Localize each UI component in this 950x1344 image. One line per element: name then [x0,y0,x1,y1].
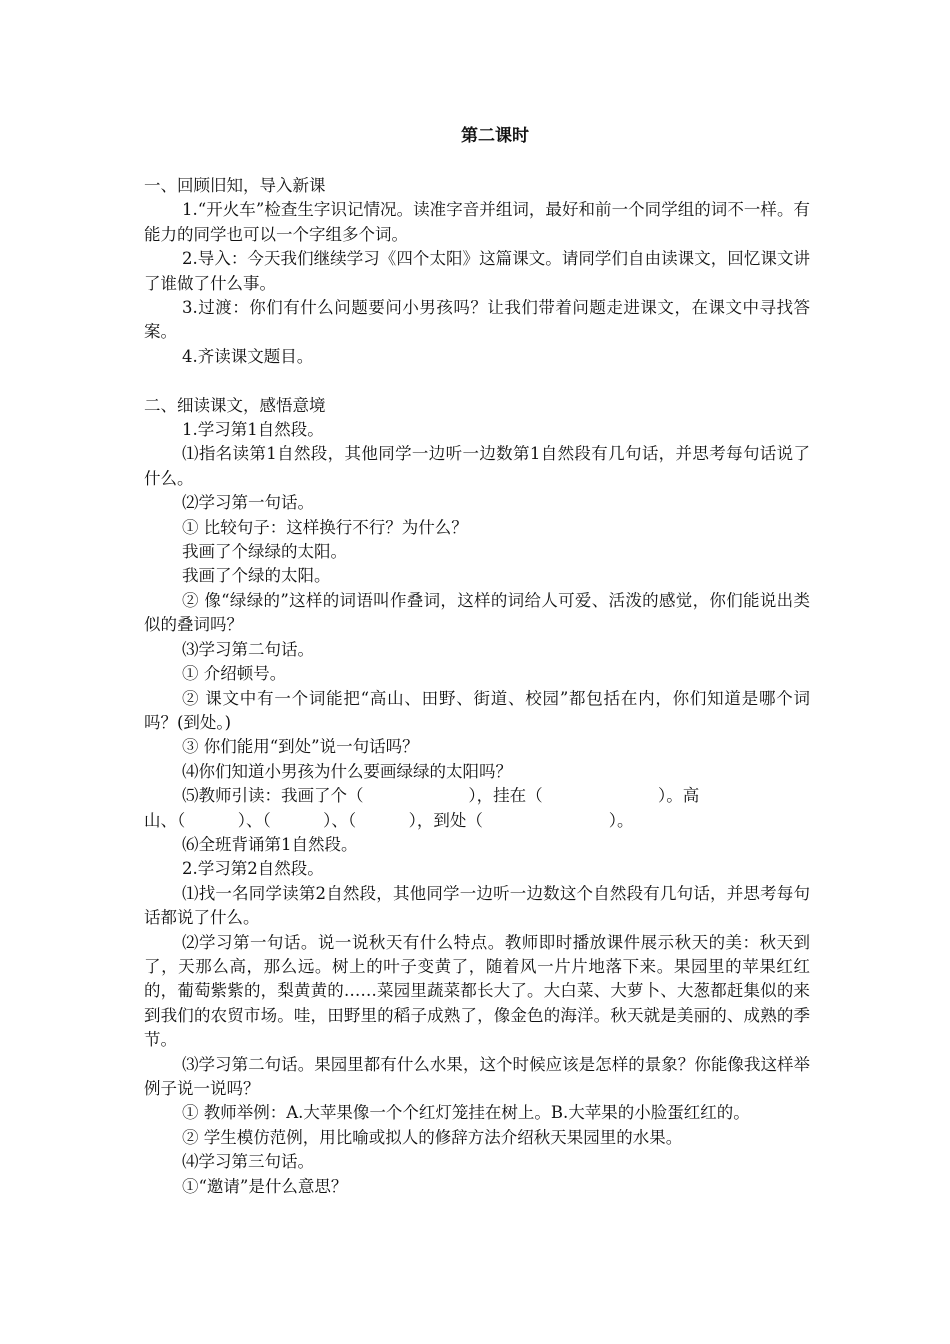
paragraph: ① 教师举例：A.大苹果像一个个红灯笼挂在树上。B.大苹果的小脸蛋红红的。 [182,1103,750,1123]
fill-in-blank-line-1: ⑸教师引读：我画了个（ ），挂在（ ）。高 [182,786,700,806]
fill-in-blank-line-2: 山、（ ）、（ ）、（ ），到处（ ）。 [144,810,634,830]
blank-line [144,369,810,393]
section-1-heading: 一、回顾旧知，导入新课 [144,176,326,195]
paragraph: ⑵学习第一句话。说一说秋天有什么特点。教师即时播放课件展示秋天的美：秋天到了，天那么高，那么远。树上的叶子变黄了，随着风一片片地落下来。果园里的苹果红红的，葡萄紫紫的，梨黄黄的……菜园里蔬菜都长大了。大白菜、大萝卜、大葱都赶集似的来到我们的农贸市场。哇，田野里的稻子成熟了，像金色的海洋。秋天就是美丽的、成熟的季节。 [144,932,810,1050]
paragraph: ⑴找一名同学读第2自然段，其他同学一边听一边数这个自然段有几句话，并思考每句话都说了什么。 [144,883,810,928]
lesson-title: 第二课时 [461,126,529,146]
section-2-heading: 二、细读课文，感悟意境 [144,395,326,415]
paragraph: ⑴指名读第1自然段，其他同学一边听一边数第1自然段有几句话，并思考每句话说了什么。 [144,444,810,488]
document-body [144,174,810,1199]
paragraph: ⑷学习第三句话。 [182,1152,314,1172]
paragraph: 1.学习第1自然段。 [182,420,324,440]
example-sentence: 我画了个绿的太阳。 [182,566,331,586]
section-1-item-3: 3.过渡：你们有什么问题要问小男孩吗？让我们带着问题走进课文，在课文中寻找答案。 [144,298,810,342]
paragraph: ① 比较句子：这样换行不行？为什么？ [182,517,468,537]
paragraph: ② 课文中有一个词能把“高山、田野、街道、校园”都包括在内，你们知道是哪个词吗？(到处。) [144,688,810,732]
section-1-item-1: 1.“开火车”检查生字识记情况。读准字音并组词，最好和前一个同学组的词不一样。有能力的同学也可以一个字组多个词。 [144,200,810,244]
paragraph: 2.学习第2自然段。 [182,859,324,879]
paragraph: ② 学生模仿范例，用比喻或拟人的修辞方法介绍秋天果园里的水果。 [182,1127,683,1147]
section-1-item-4: 4.齐读课文题目。 [182,346,314,366]
paragraph: ⑶学习第二句话。 [182,639,314,659]
paragraph: ② 像“绿绿的”这样的词语叫作叠词，这样的词给人可爱、活泼的感觉，你们能说出类似的叠词吗？ [144,590,810,635]
paragraph: ⑷你们知道小男孩为什么要画绿绿的太阳吗？ [182,761,512,781]
paragraph: ①“邀请”是什么意思？ [182,1176,348,1196]
paragraph: ③ 你们能用“到处”说一句话吗？ [182,737,419,757]
paragraph: ① 介绍顿号。 [182,664,287,684]
paragraph: ⑵学习第一句话。 [182,493,314,513]
paragraph: ⑶学习第二句话。果园里都有什么水果，这个时候应该是怎样的景象？你能像我这样举例子说一说吗？ [144,1054,810,1099]
example-sentence: 我画了个绿绿的太阳。 [182,542,347,562]
paragraph: ⑹全班背诵第1自然段。 [182,834,358,854]
section-1-item-2: 2.导入：今天我们继续学习《四个太阳》这篇课文。请同学们自由读课文，回忆课文讲了谁做了什么事。 [144,249,810,293]
